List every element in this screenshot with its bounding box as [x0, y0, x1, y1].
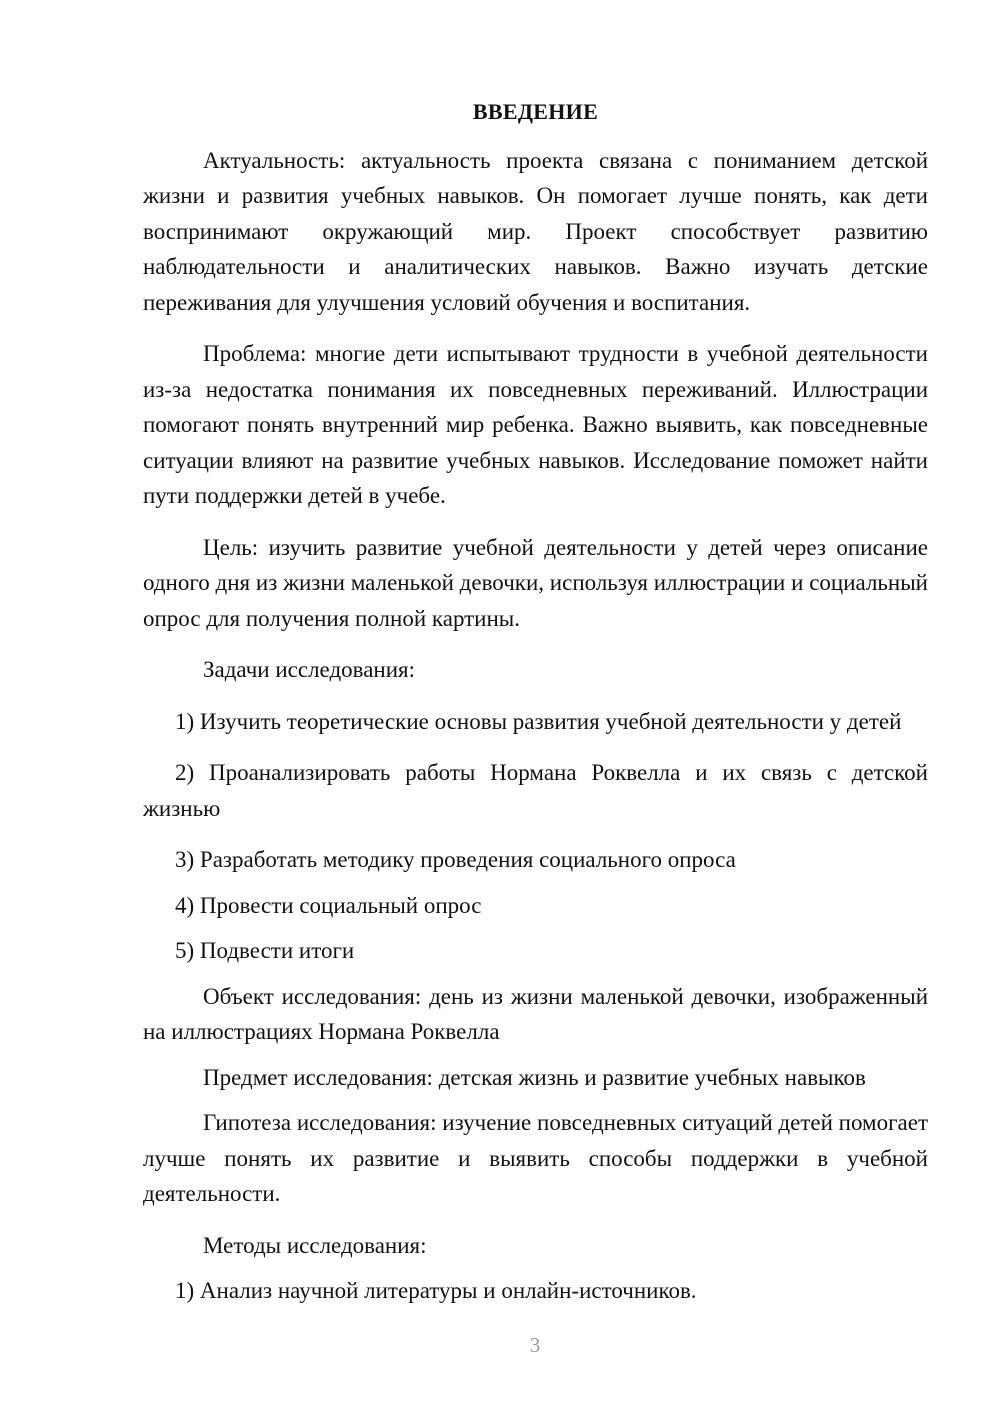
tasks-heading: Задачи исследования:	[203, 657, 416, 682]
hypothesis-paragraph: Гипотеза исследования: изучение повседневных ситуаций детей помогает лучше понять их развитие и выявить способы поддержки в учебной деятельности.	[143, 1110, 928, 1206]
task-item-4: 4) Провести социальный опрос	[175, 892, 482, 918]
task-item-3: 3) Разработать методику проведения социального опроса	[175, 847, 736, 872]
task-item-2: 2) Проанализировать работы Нормана Роквелла и их связь с детской жизнью	[143, 760, 928, 821]
subject-paragraph: Предмет исследования: детская жизнь и развитие учебных навыков	[203, 1064, 866, 1090]
methods-heading: Методы исследования:	[203, 1232, 427, 1258]
object-paragraph: Объект исследования: день из жизни маленькой девочки, изображенный на иллюстрациях Нормана Роквелла	[143, 983, 928, 1044]
relevance-paragraph: Актуальность: актуальность проекта связана с пониманием детской жизни и развития учебных навыков. Он помогает лучше понять, как дети воспринимают окружающий мир. Проект способствует развитию наблюдательности и аналитических навыков. Важно изучать детские переживания для улучшения условий обучения и воспитания.	[143, 147, 928, 315]
task-item-1: 1) Изучить теоретические основы развития учебной деятельности у детей	[175, 708, 902, 734]
method-item-1: 1) Анализ научной литературы и онлайн-источников.	[175, 1278, 697, 1303]
page-content	[143, 94, 928, 1319]
section-title: ВВЕДЕНИЕ	[472, 99, 599, 124]
goal-paragraph: Цель: изучить развитие учебной деятельности у детей через описание одного дня из жизни маленькой девочки, используя иллюстрации и социальный опрос для получения полной картины.	[143, 534, 928, 631]
task-item-5: 5) Подвести итоги	[175, 938, 355, 963]
problem-paragraph: Проблема: многие дети испытывают трудности в учебной деятельности из-за недостатка понимания их повседневных переживаний. Иллюстрации помогают понять внутренний мир ребенка. Важно выявить, как повседневные ситуации влияют на развитие учебных навыков. Исследование поможет найти пути поддержки детей в учебе.	[143, 341, 928, 508]
page-number: 3	[529, 1333, 541, 1357]
